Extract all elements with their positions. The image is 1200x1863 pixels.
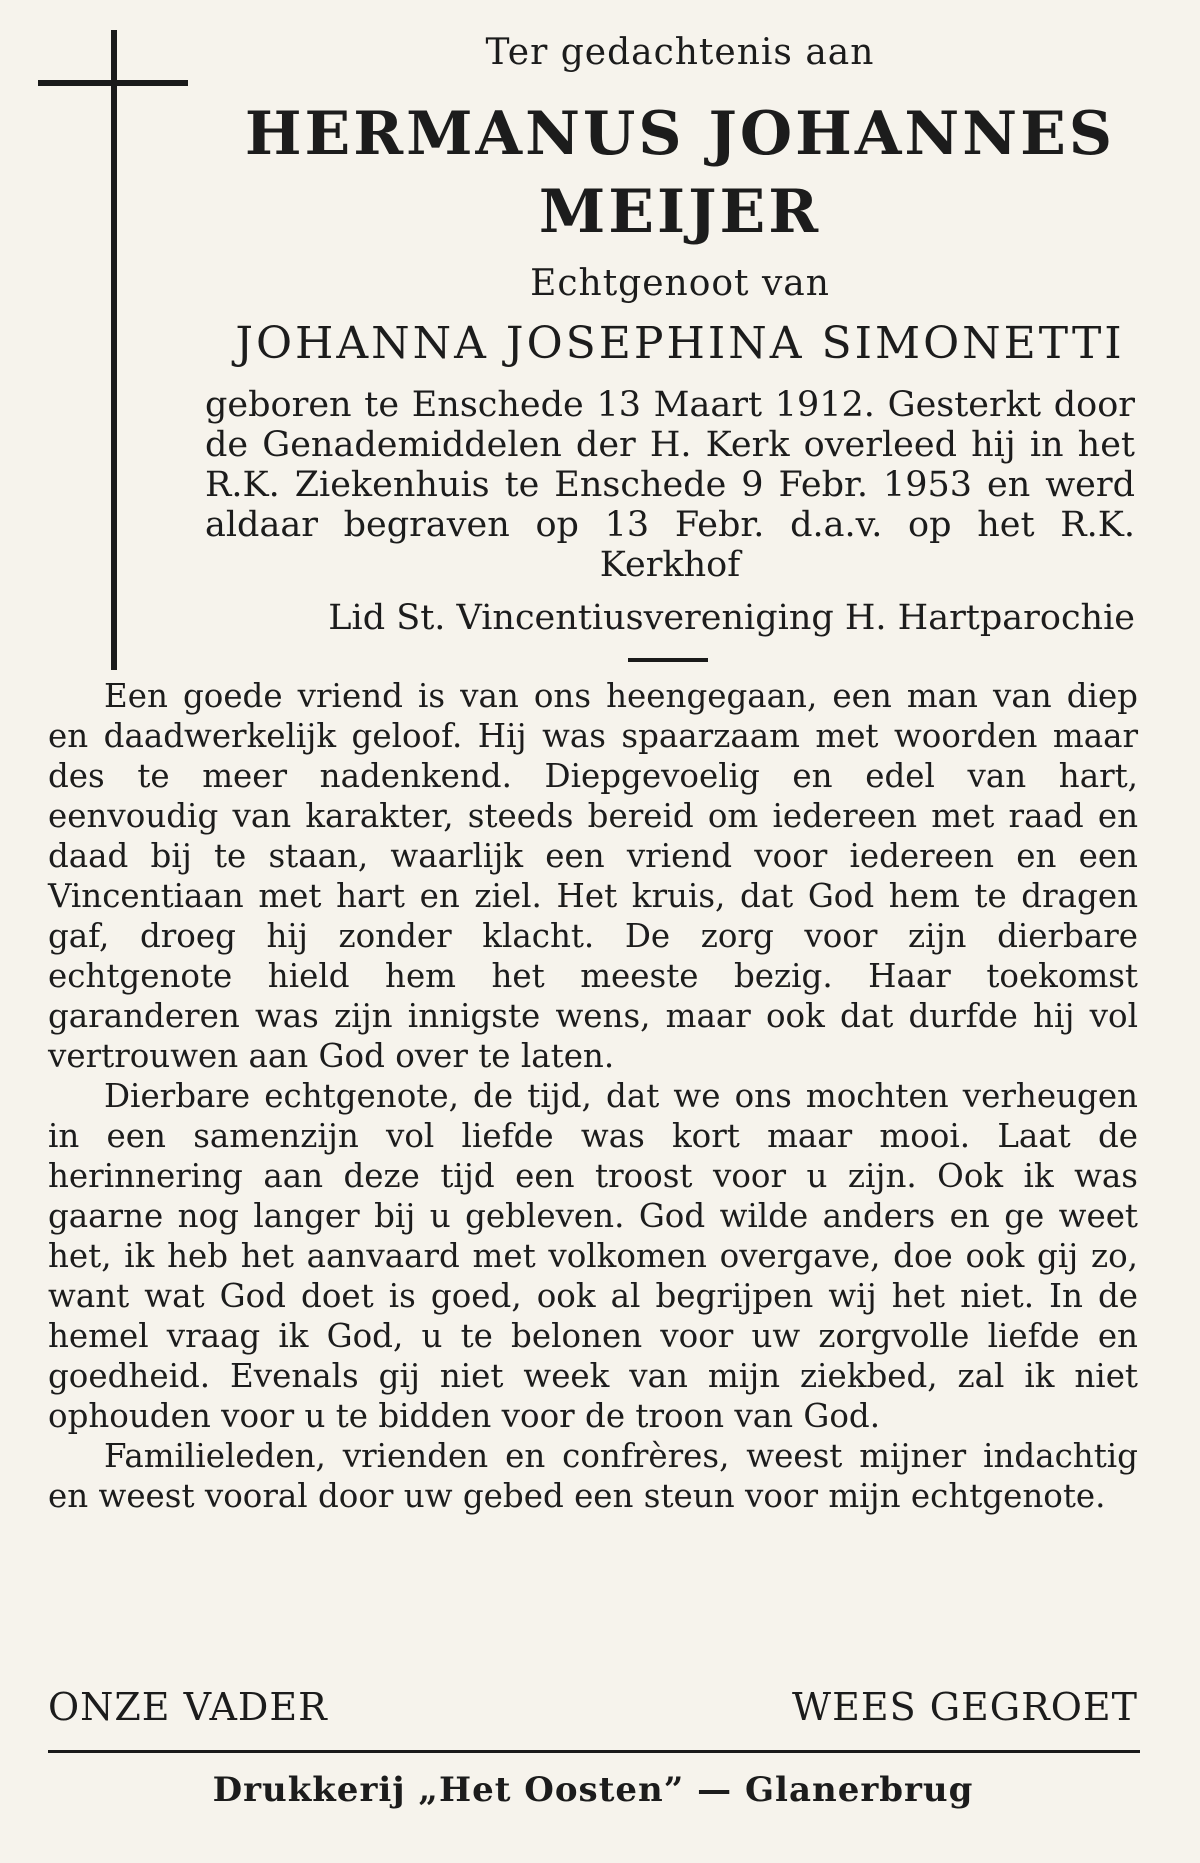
printer-credit [48, 1770, 1138, 1810]
intro-line: Ter gedachtenis aan [485, 32, 875, 73]
paragraph-to-spouse: Dierbare echtgenote, de tijd, dat we ons mochten verheugen in een samenzijn vol liefde was kort maar mooi. Laat de herinnering aan deze tijd een troost voor u zijn. Ook ik was gaarne nog langer bij u gebleven. God wilde anders en ge weet het, ik heb het aanvaard met volkomen overgave, doe ook gij zo, want wat God doet is goed, ook al begrijpen wij het niet. In de hemel vraag ik God, u te belonen voor uw zorgvolle liefde en goedheid. Evenals gij niet week van mijn ziekbed, zal ik niet ophouden voor u te bidden voor de troon van God. [48, 1077, 1138, 1435]
printer-credit-text: Drukkerij „Het Oosten” — Glanerbrug [212, 1770, 974, 1810]
section-divider [628, 658, 708, 662]
paragraph-to-family: Familieleden, vrienden en confrères, weest mijner indachtig en weest vooral door uw gebed een steun voor mijn echtgenote. [48, 1437, 1138, 1515]
prayer-hail-mary: WEES GEGROET [792, 1685, 1138, 1729]
deceased-name-line2: MEIJER [538, 177, 822, 247]
prayers-row [48, 1685, 1138, 1729]
cross-icon-vertical [111, 30, 117, 670]
footer-rule [48, 1750, 1140, 1753]
cross-icon-horizontal [38, 80, 188, 86]
deceased-name-line1: HERMANUS JOHANNES [244, 99, 1116, 169]
biography-text: geboren te Enschede 13 Maart 1912. Gesterkt door de Genademiddelen der H. Kerk overleed hij in het R.K. Ziekenhuis te Enschede 9 Febr. 1953 en werd aldaar begraven op 13 Febr. d.a.v. op het R.K. Kerkhof [205, 385, 1135, 585]
memorial-text [48, 676, 1138, 1516]
prayer-our-father: ONZE VADER [48, 1685, 328, 1729]
spouse-of-label: Echtgenoot van [530, 263, 830, 304]
membership-text: Lid St. Vincentiusvereniging H. Hartparochie [328, 598, 1135, 638]
paragraph-tribute: Een goede vriend is van ons heengegaan, een man van diep en daadwerkelijk geloof. Hij was spaarzaam met woorden maar des te meer nadenkend. Diepgevoelig en edel van hart, eenvoudig van karakter, steeds bereid om iedereen met raad en daad bij te staan, waarlijk een vriend voor iedereen en een Vincentiaan met hart en ziel. Het kruis, dat God hem te dragen gaf, droeg hij zonder klacht. De zorg voor zijn dierbare echtgenote hield hem het meeste bezig. Haar toekomst garanderen was zijn innigste wens, maar ook dat durfde hij vol vertrouwen aan God over te laten. [48, 677, 1138, 1075]
spouse-name: JOHANNA JOSEPHINA SIMONETTI [235, 318, 1125, 369]
